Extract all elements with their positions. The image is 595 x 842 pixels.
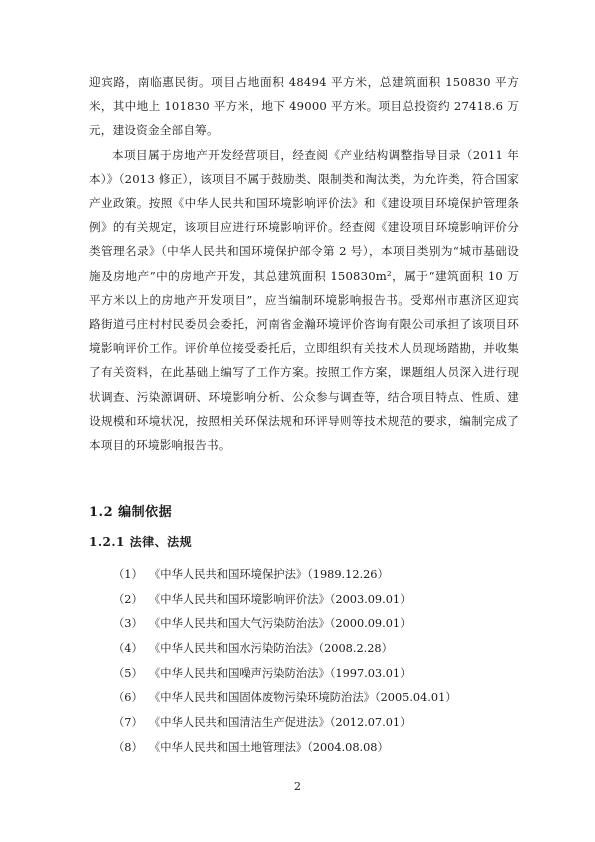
law-title: 《中华人民共和国环境保护法》（1989.12.26） bbox=[149, 568, 389, 581]
law-number: （1） bbox=[113, 568, 143, 581]
law-title: 《中华人民共和国清洁生产促进法》（2012.07.01） bbox=[149, 716, 412, 730]
law-number: （5） bbox=[113, 666, 143, 680]
law-title: 《中华人民共和国土地管理法》（2004.08.08） bbox=[149, 740, 389, 754]
section-heading: 1.2 编制依据 bbox=[89, 505, 173, 520]
law-title: 《中华人民共和国水污染防治法》（2008.2.28） bbox=[149, 642, 393, 656]
law-title: 《中华人民共和国固体废物污染环境防治法》（2005.04.01） bbox=[149, 691, 457, 705]
body-text bbox=[89, 70, 519, 457]
law-number: （4） bbox=[113, 642, 143, 656]
law-title: 《中华人民共和国环境影响评价法》（2003.09.01） bbox=[149, 592, 412, 606]
law-item bbox=[113, 593, 457, 618]
law-number: （3） bbox=[113, 617, 143, 631]
law-item bbox=[113, 642, 457, 667]
law-item bbox=[113, 667, 457, 692]
law-number: （7） bbox=[113, 716, 143, 730]
law-title: 《中华人民共和国噪声污染防治法》（1997.03.01） bbox=[149, 666, 412, 680]
law-number: （6） bbox=[113, 691, 143, 705]
law-list bbox=[113, 568, 457, 766]
law-number: （8） bbox=[113, 740, 143, 754]
law-item bbox=[113, 716, 457, 741]
law-item bbox=[113, 568, 457, 593]
paragraph-assessment-background: 本项目属于房地产开发经营项目，经查阅《产业结构调整指导目录（2011 年本）》（2013 修正），该项目不属于鼓励类、限制类和淘汰类，为允许类，符合国家产业政策。按照《中华人民共和国环境影响评价法》和《建设项目环境保护管理条例》的有关规定，该项目应进行环境影响评价。经查阅《建设项目环境影响评价分类管理名录》（中华人民共和国环境保护部令第 2 号），本项目类别为“城市基础设施及房地产”中的房地产开发，其总建筑面积 150830m²，属于“建筑面积 10 万平方米以上的房地产开发项目”，应当编制环境影响报告书。受郑州市惠济区迎宾路街道弓庄村村民委员会委托，河南省金瀚环境评价咨询有限公司承担了该项目环境影响评价工作。评价单位接受委托后，立即组织有关技术人员现场踏勘，并收集了有关资料，在此基础上编写了工作方案。按照工作方案，课题组人员深入进行现状调查、污染源调研、环境影响分析、公众参与调查等，结合项目特点、性质、建设规模和环境状况，按照相关环保法规和环评导则等技术规范的要求，编制完成了本项目的环境影响报告书。 bbox=[89, 147, 519, 453]
law-item bbox=[113, 617, 457, 642]
law-title: 《中华人民共和国大气污染防治法》（2000.09.01） bbox=[149, 617, 412, 631]
law-number: （2） bbox=[113, 592, 143, 606]
law-item bbox=[113, 691, 457, 716]
paragraph-project-overview: 迎宾路，南临惠民街。项目占地面积 48494 平方米，总建筑面积 150830 平方米，其中地上 101830 平方米，地下 49000 平方米。项目总投资约 27418.6 万元，建设资金全部自筹。 bbox=[89, 75, 519, 138]
page-number: 2 bbox=[294, 780, 301, 793]
subsection-heading: 1.2.1 法律、法规 bbox=[89, 535, 193, 549]
law-item bbox=[113, 741, 457, 766]
